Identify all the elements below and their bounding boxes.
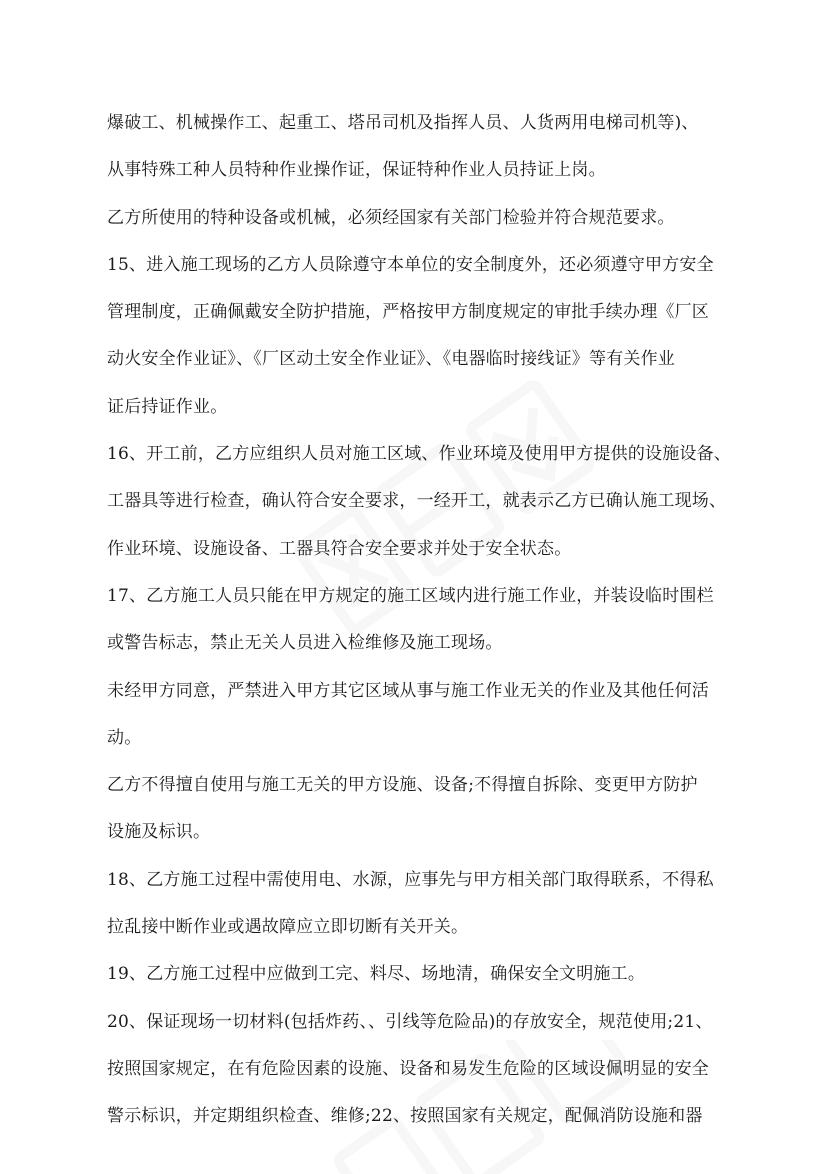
text-line: 管理制度，正确佩戴安全防护措施，严格按甲方制度规定的审批手续办理《厂区 [107,302,709,323]
text-line: 20、保证现场一切材料(包括炸药、、引线等危险品)的存放安全，规范使用;21、 [107,1011,713,1032]
text-line: 动。 [107,727,142,748]
text-line: 乙方所使用的特种设备或机械，必须经国家有关部门检验并符合规范要求。 [107,207,675,228]
text-line: 爆破工、机械操作工、起重工、塔吊司机及指挥人员、人货两用电梯司机等)、 [107,113,699,133]
text-line: 乙方不得擅自使用与施工无关的甲方设施、设备;不得擅自拆除、变更甲方防护 [107,775,698,796]
text-line: 作业环境、设施设备、工器具符合安全要求并处于安全状态。 [107,538,572,559]
text-line: 19、乙方施工过程中应做到工完、料尽、场地清，确保安全文明施工。 [107,964,646,985]
text-line: 设施及标识。 [107,822,211,843]
text-line: 15、进入施工现场的乙方人员除遵守本单位的安全制度外，还必须遵守甲方安全 [107,254,714,275]
text-line: 16、开工前，乙方应组织人员对施工区域、作业环境及使用甲方提供的设施设备、 [107,444,732,465]
text-line: 工器具等进行检查，确认符合安全要求，一经开工，就表示乙方已确认施工现场、 [107,491,727,512]
text-line: 拉乱接中断作业或遇故障应立即切断有关开关。 [107,917,469,938]
text-line: 动火安全作业证》、《厂区动土安全作业证》、《电器临时接线证》等有关作业 [107,349,675,370]
text-line: 证后持证作业。 [107,396,228,417]
text-line: 17、乙方施工人员只能在甲方规定的施工区域内进行施工作业，并装设临时围栏 [107,585,714,606]
text-line: 18、乙方施工过程中需使用电、水源，应事先与甲方相关部门取得联系，不得私 [107,869,714,890]
document-body [107,100,732,1141]
text-line: 按照国家规定，在有危险因素的设施、设备和易发生危险的区域设佩明显的安全 [107,1058,709,1079]
text-line: 警示标识，并定期组织检查、维修;22、按照国家有关规定，配佩消防设施和器 [107,1106,703,1127]
text-line: 未经甲方同意，严禁进入甲方其它区域从事与施工作业无关的作业及其他任何活 [107,680,709,701]
text-line: 或警告标志，禁止无关人员进入检维修及施工现场。 [107,633,503,654]
text-line: 从事特殊工种人员特种作业操作证，保证特种作业人员持证上岗。 [107,160,606,181]
